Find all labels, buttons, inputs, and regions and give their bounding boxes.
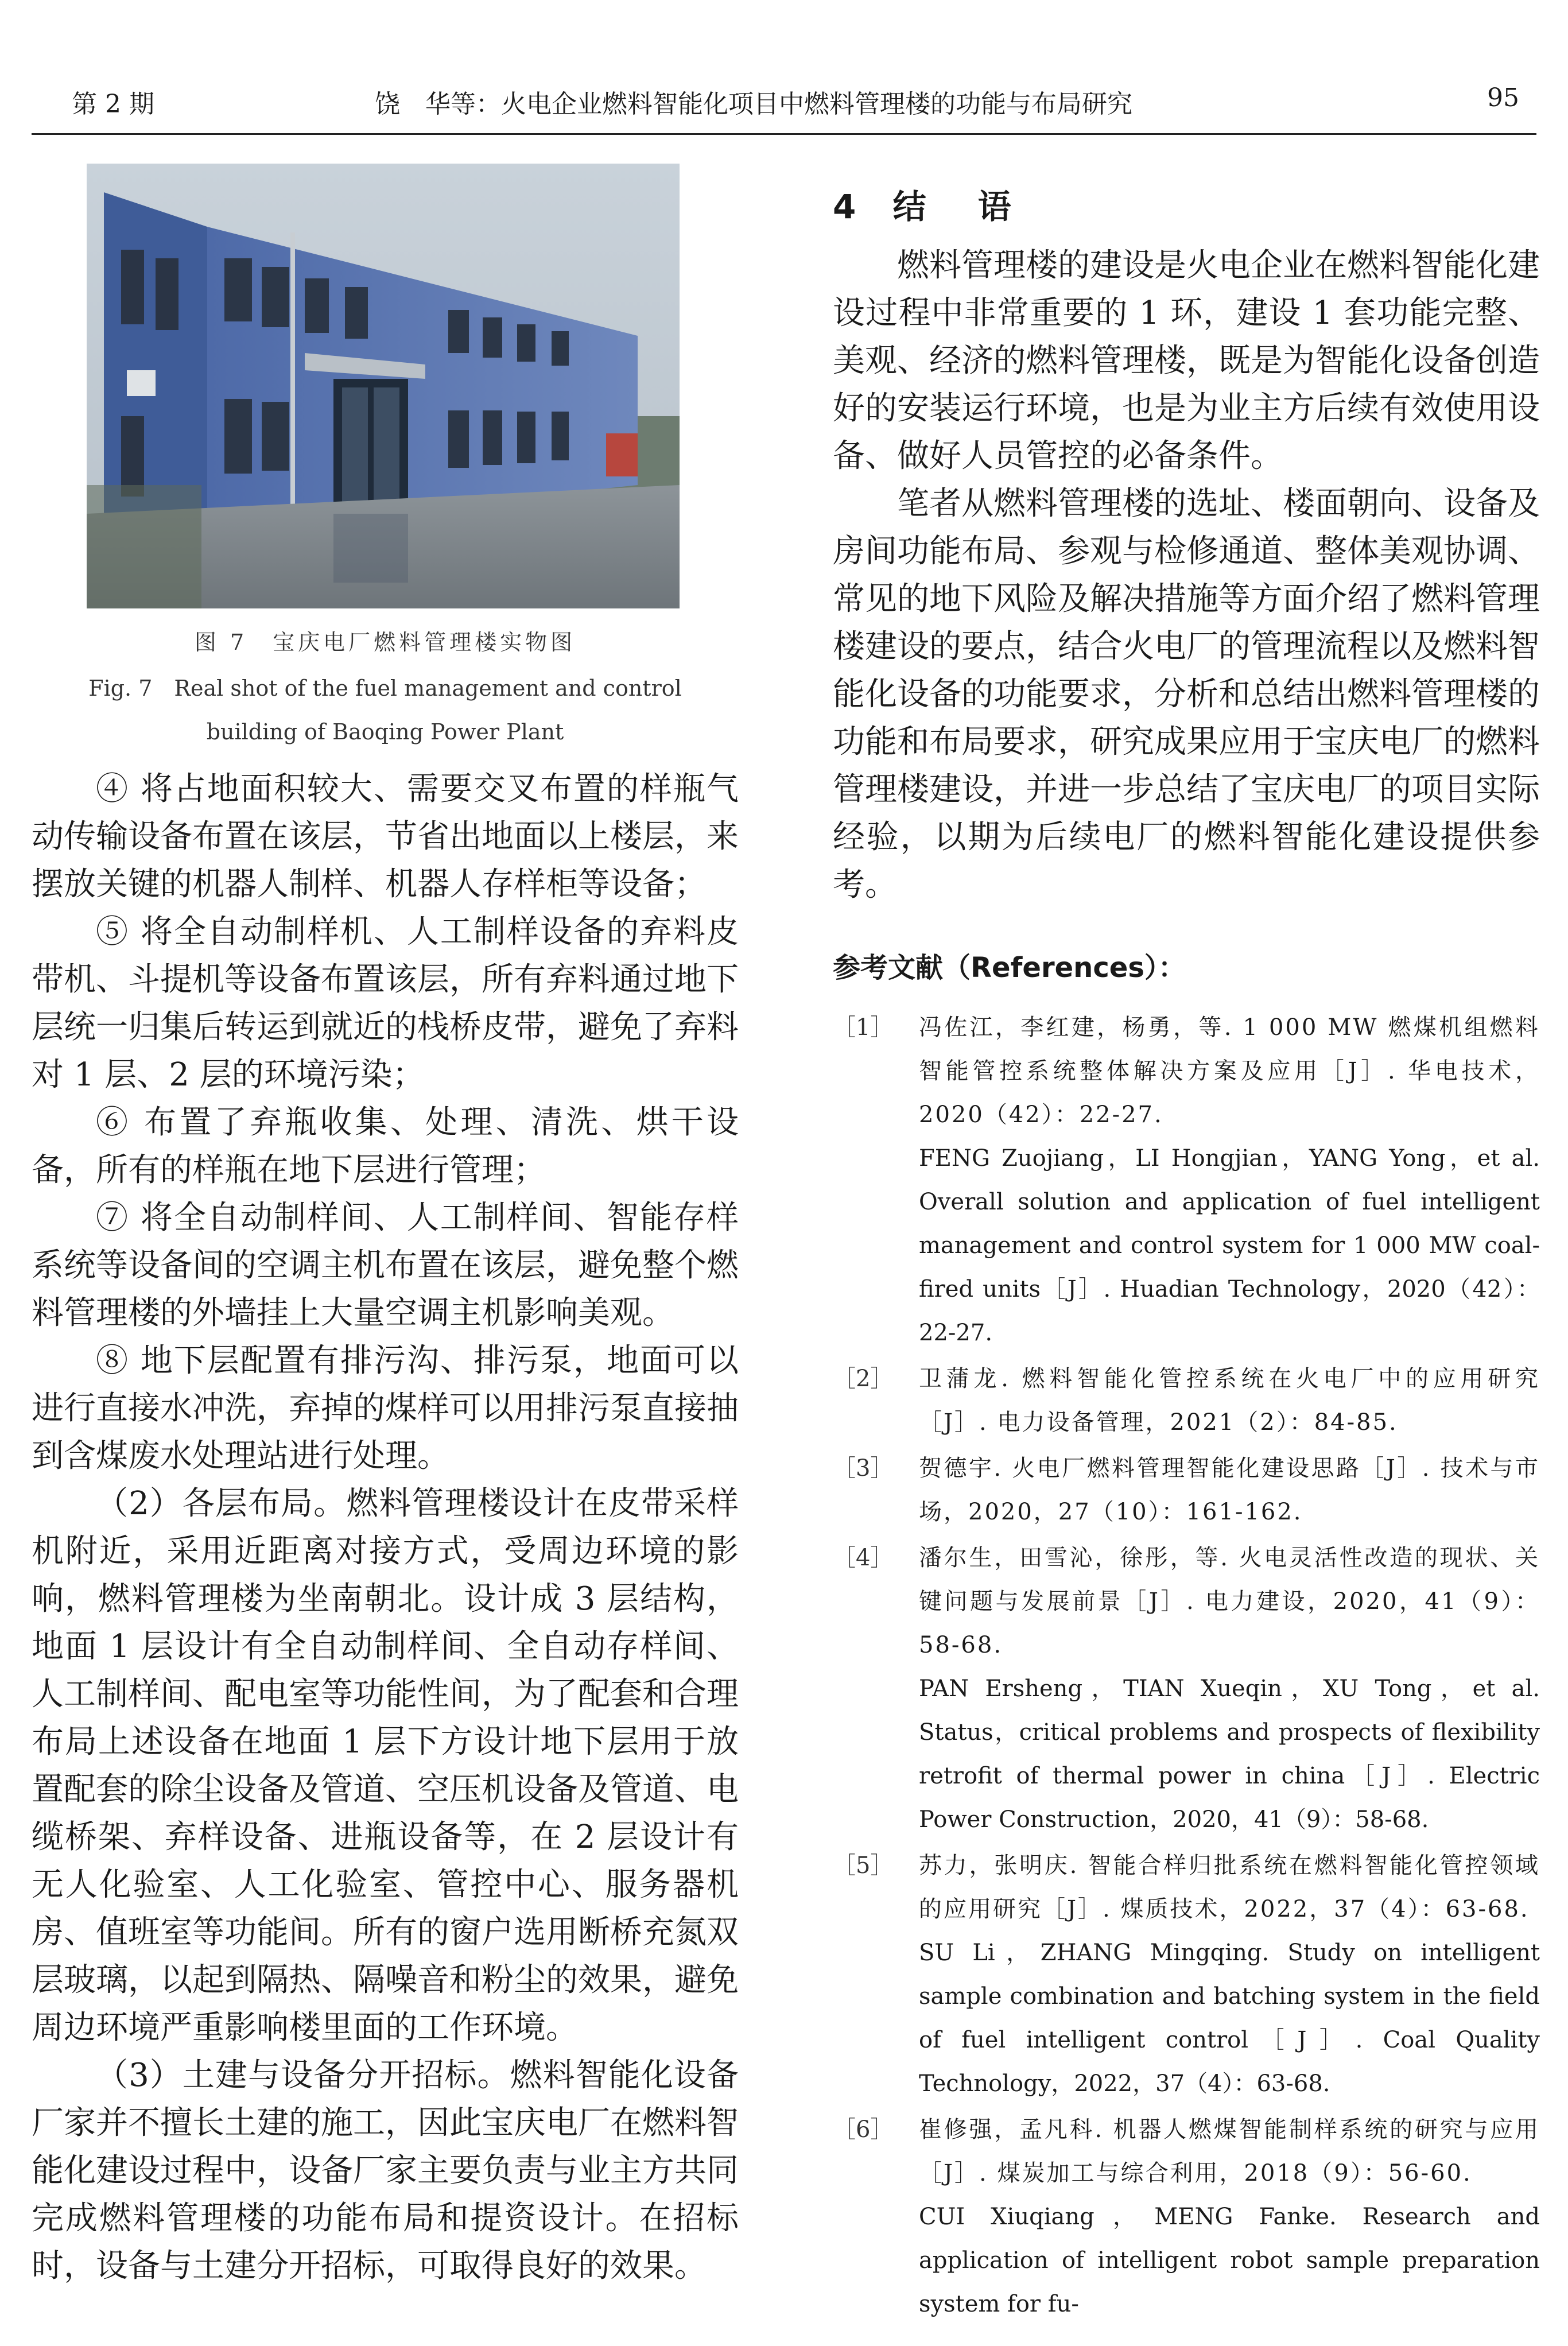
reference-body: [919, 1844, 1540, 2105]
page-number: 95: [1487, 83, 1519, 113]
reference-en: SU Li，ZHANG Mingqing. Study on intelligent sample combination and batching system in the field of fuel intelligent control［J］. Coal Quality Technology，2022，37（4）：63-68.: [919, 1940, 1540, 2097]
reference-number: ［3］: [833, 1455, 894, 1482]
reference-body: [919, 1357, 1540, 1444]
running-header: [32, 77, 1536, 129]
figure-caption-en: Fig. 7 Real shot of the fuel management and control building of Baoqing Power Plant: [88, 676, 682, 744]
header-rule: [32, 133, 1536, 135]
building-photo: [87, 164, 680, 608]
paragraph: 笔者从燃料管理楼的选址、楼面朝向、设备及房间功能布局、参观与检修通道、整体美观协调、常见的地下风险及解决措施等方面介绍了燃料管理楼建设的要点，结合火电厂的管理流程以及燃料智能化设备的功能要求，分析和总结出燃料管理楼的功能和布局要求，研究成果应用于宝庆电厂的燃料管理楼建设，并进一步总结了宝庆电厂的项目实际经验，以期为后续电厂的燃料智能化建设提供参考。: [833, 485, 1540, 903]
reference-cn: 冯佐江，李红建，杨勇，等. 1 000 MW 燃煤机组燃料智能管控系统整体解决方案及应用［J］. 华电技术，2020（42）：22-27.: [919, 1014, 1540, 1128]
reference-number: ［2］: [833, 1366, 894, 1392]
section-title: 结语: [892, 187, 1063, 226]
reference-number: ［5］: [833, 1852, 894, 1879]
reference-body: [919, 1536, 1540, 1841]
reference-body: [919, 2108, 1540, 2326]
figure-caption-cn: 图 7 宝庆电厂燃料管理楼实物图: [194, 630, 576, 655]
paragraph: 燃料管理楼的建设是火电企业在燃料智能化建设过程中非常重要的 1 环，建设 1 套功能完整、美观、经济的燃料管理楼，既是为智能化设备创造好的安装运行环境，也是为业主方后续有效使用设备、做好人员管控的必备条件。: [833, 247, 1540, 475]
reference-cn: 卫蒲龙. 燃料智能化管控系统在火电厂中的应用研究［J］. 电力设备管理，2021（2）：84-85.: [919, 1366, 1540, 1436]
running-title: 饶 华等：火电企业燃料智能化项目中燃料管理楼的功能与布局研究: [375, 90, 1132, 119]
right-column: [833, 164, 1540, 2328]
reference-cn: 潘尔生，田雪沁，徐彤，等. 火电灵活性改造的现状、关键问题与发展前景［J］. 电力建设，2020，41（9）：58-68.: [919, 1545, 1540, 1658]
reference-list: [833, 1006, 1540, 2326]
reference-number: ［4］: [833, 1545, 894, 1571]
left-body-text: [32, 765, 739, 2290]
paragraph: （3）土建与设备分开招标。燃料智能化设备厂家并不擅长土建的施工，因此宝庆电厂在燃料智能化建设过程中，设备厂家主要负责与业主方共同完成燃料管理楼的功能布局和提资设计。在招标时，设备与土建分开招标，可取得良好的效果。: [32, 2057, 739, 2285]
reference-cn: 苏力，张明庆. 智能合样归批系统在燃料智能化管控领域的应用研究［J］. 煤质技术，2022，37（4）：63-68.: [919, 1852, 1540, 1922]
section-number: 4: [833, 187, 857, 226]
conclusion-heading: [833, 180, 1540, 228]
reference-item: [833, 1357, 1540, 1444]
reference-number: ［6］: [833, 2116, 894, 2143]
reference-en: CUI Xiuqiang，MENG Fanke. Research and application of intelligent robot sample preparation system for fu-: [919, 2204, 1540, 2317]
conclusion-body: [833, 242, 1540, 909]
left-column: [32, 164, 739, 2290]
paragraph: ⑦ 将全自动制样间、人工制样间、智能存样系统等设备间的空调主机布置在该层，避免整个燃料管理楼的外墙挂上大量空调主机影响美观。: [32, 1199, 739, 1332]
paragraph: ④ 将占地面积较大、需要交叉布置的样瓶气动传输设备布置在该层，节省出地面以上楼层，来摆放关键的机器人制样、机器人存样柜等设备；: [32, 770, 739, 903]
paragraph: ⑥ 布置了弃瓶收集、处理、清洗、烘干设备，所有的样瓶在地下层进行管理；: [32, 1104, 739, 1189]
building-photo-illustration: [87, 164, 680, 608]
reference-en: FENG Zuojiang，LI Hongjian，YANG Yong，et al. Overall solution and application of fuel intelligent management and control system for 1 000 MW coal-fired units［J］. Huadian Technology，2020（42）：22-27.: [919, 1145, 1540, 1346]
reference-item: [833, 1536, 1540, 1841]
issue-number: 第 2 期: [72, 90, 154, 119]
reference-item: [833, 1447, 1540, 1534]
reference-en: PAN Ersheng，TIAN Xueqin，XU Tong，et al. Status，critical problems and prospects of flexibility retrofit of thermal power in china［J］. Electric Power Construction，2020，41（9）：58-68.: [919, 1676, 1540, 1833]
reference-number: ［1］: [833, 1014, 894, 1041]
paragraph: （2）各层布局。燃料管理楼设计在皮带采样机附近，采用近距离对接方式，受周边环境的影响，燃料管理楼为坐南朝北。设计成 3 层结构，地面 1 层设计有全自动制样间、全自动存样间、人工制样间、配电室等功能性间，为了配套和合理布局上述设备在地面 1 层下方设计地下层用于放置配套的除尘设备及管道、空压机设备及管道、电缆桥架、弃样设备、进瓶设备等，在 2 层设计有无人化验室、人工化验室、管控中心、服务器机房、值班室等功能间。所有的窗户选用断桥充氮双层玻璃，以起到隔热、隔噪音和粉尘的效果，避免周边环境严重影响楼里面的工作环境。: [32, 1485, 739, 2046]
reference-cn: 崔修强，孟凡科. 机器人燃煤智能制样系统的研究与应用［J］. 煤炭加工与综合利用，2018（9）：56-60.: [919, 2116, 1540, 2186]
reference-body: [919, 1006, 1540, 1355]
reference-cn: 贺德宇. 火电厂燃料管理智能化建设思路［J］. 技术与市场，2020，27（10）：161-162.: [919, 1455, 1540, 1525]
references-heading: 参考文献（References）：: [833, 952, 1186, 984]
reference-item: [833, 2108, 1540, 2326]
paragraph: ⑤ 将全自动制样机、人工制样设备的弃料皮带机、斗提机等设备布置该层，所有弃料通过地下层统一归集后转运到就近的栈桥皮带，避免了弃料对 1 层、2 层的环境污染；: [32, 913, 739, 1093]
paragraph: ⑧ 地下层配置有排污沟、排污泵，地面可以进行直接水冲洗，弃掉的煤样可以用排污泵直接抽到含煤废水处理站进行处理。: [32, 1342, 739, 1475]
reference-item: [833, 1844, 1540, 2105]
reference-item: [833, 1006, 1540, 1355]
reference-body: [919, 1447, 1540, 1534]
